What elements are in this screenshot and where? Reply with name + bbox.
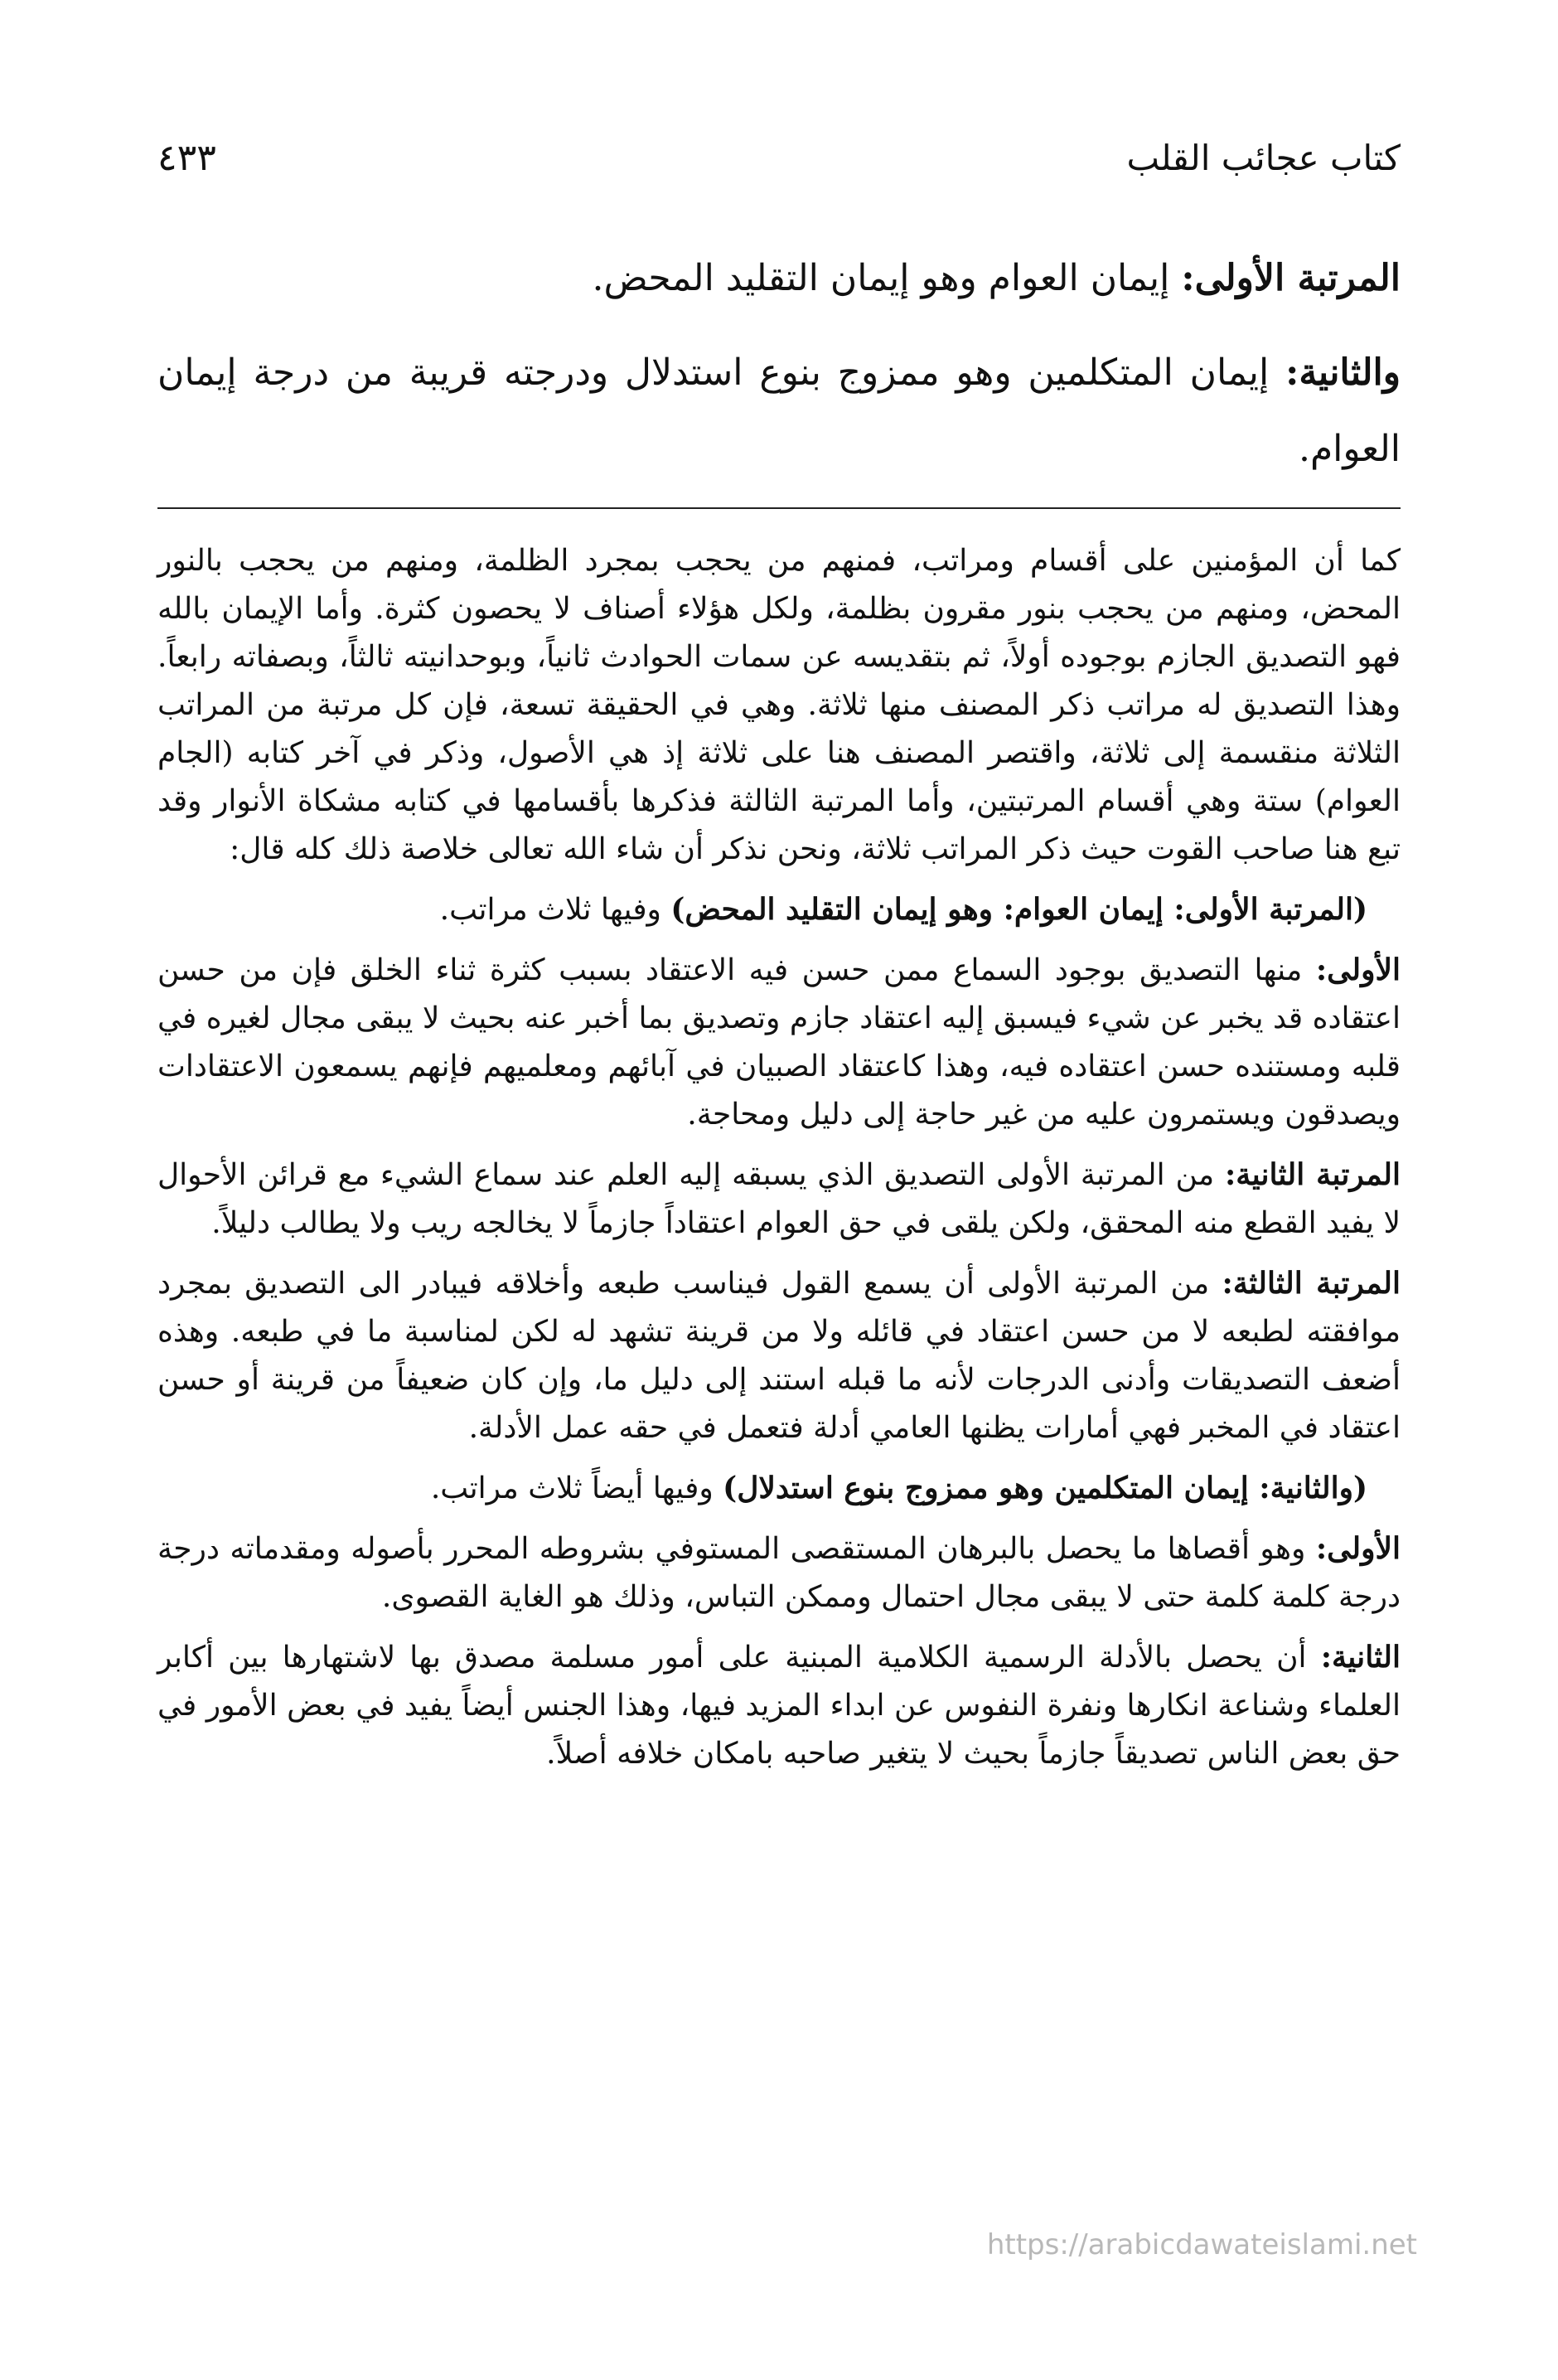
second-rank-text: إيمان المتكلمين وهو ممزوج بنوع استدلال ودرجته قريبة من درجة إيمان العوام.: [157, 351, 1401, 470]
s1-third-label: المرتبة الثالثة:: [1222, 1266, 1401, 1301]
s1-second-label: المرتبة الثانية:: [1224, 1157, 1401, 1192]
section-heading-2: [157, 1464, 1401, 1513]
s1-first-text: منها التصديق بوجود السماع ممن حسن فيه الاعتقاد بسبب كثرة ثناء الخلق فإن من حسن اعتقاده قد يخبر عن شيء فيسبق إليه اعتقاد جازم وتصديق بما أخبر عنه بحيث لا يبقى مجال لغيره في قلبه ومستنده حسن اعتقاده فيه، وهذا كاعتقاد الصبيان في آبائهم ومعلميهم فإنهم يسمعون الاعتقادات ويصدقون ويستمرون عليه من غير حاجة إلى دليل ومحاجة.: [157, 953, 1401, 1132]
section-heading-1-title: (المرتبة الأولى: إيمان العوام: وهو إيمان التقليد المحض): [670, 892, 1367, 927]
s1-first-paragraph: [157, 946, 1401, 1139]
footnote-divider: [157, 507, 1401, 509]
running-title: كتاب عجائب القلب: [1126, 137, 1401, 178]
paragraph-first-rank: [157, 240, 1401, 317]
s1-first-label: الأولى:: [1315, 952, 1401, 987]
page-header: [157, 124, 1401, 191]
s1-third-paragraph: [157, 1259, 1401, 1452]
second-rank-label: والثانية:: [1285, 351, 1401, 394]
s2-first-label: الأولى:: [1315, 1531, 1401, 1566]
section-heading-2-tail: وفيها أيضاً ثلاث مراتب.: [430, 1471, 723, 1505]
paragraph-second-rank: [157, 335, 1401, 487]
s2-second-paragraph: [157, 1633, 1401, 1778]
first-rank-label: المرتبة الأولى:: [1181, 257, 1401, 299]
main-text: [157, 240, 1401, 506]
source-watermark: https://arabicdawateislami.net: [986, 2228, 1417, 2261]
s1-second-paragraph: [157, 1151, 1401, 1248]
s2-second-label: الثانية:: [1320, 1640, 1401, 1675]
commentary: [157, 537, 1401, 1790]
first-rank-text: إيمان العوام وهو إيمان التقليد المحض.: [592, 257, 1182, 299]
page-number: ٤٣٣: [157, 136, 216, 179]
section-heading-1-tail: وفيها ثلاث مراتب.: [439, 893, 671, 927]
s2-first-text: وهو أقصاها ما يحصل بالبرهان المستقصى المستوفي بشروطه المحرر بأصوله ومقدماته درجة درجة كلمة كلمة حتى لا يبقى مجال احتمال وممكن التباس، وذلك هو الغاية القصوى.: [157, 1532, 1401, 1614]
s1-second-text: من المرتبة الأولى التصديق الذي يسبقه إليه العلم عند سماع الشيء مع قرائن الأحوال لا يفيد القطع منه المحقق، ولكن يلقى في حق العوام اعتقاداً جازماً لا يخالجه ريب ولا يطالب دليلاً.: [157, 1158, 1401, 1240]
commentary-intro: كما أن المؤمنين على أقسام ومراتب، فمنهم من يحجب بمجرد الظلمة، ومنهم من يحجب بالنور المحض، ومنهم من يحجب بنور مقرون بظلمة، ولكل هؤلاء أصناف لا يحصون كثرة. وأما الإيمان بالله فهو التصديق الجازم بوجوده أولاً، ثم بتقديسه عن سمات الحوادث ثانياً، وبوحدانيته ثالثاً، وبصفاته رابعاً. وهذا التصديق له مراتب ذكر المصنف منها ثلاثة. وهي في الحقيقة تسعة، فإن كل مرتبة من المراتب الثلاثة منقسمة إلى ثلاثة، واقتصر المصنف هنا على ثلاثة إذ هي الأصول، وذكر في آخر كتابه (الجام العوام) ستة وهي أقسام المرتبتين، وأما المرتبة الثالثة فذكرها بأقسامها في كتابه مشكاة الأنوار وقد تبع هنا صاحب القوت حيث ذكر المراتب ثلاثة، ونحن نذكر أن شاء الله تعالى خلاصة ذلك كله قال:: [157, 544, 1401, 866]
s1-third-text: من المرتبة الأولى أن يسمع القول فيناسب طبعه وأخلاقه فيبادر الى التصديق بمجرد موافقته لطبعه لا من حسن اعتقاد في قائله ولا من قرينة تشهد له لكن لمناسبة ما في طبعه. وهذه أضعف التصديقات وأدنى الدرجات لأنه ما قبله استند إلى دليل ما، وإن كان ضعيفاً من قرينة أو حسن اعتقاد في المخبر فهي أمارات يظنها العامي أدلة فتعمل في حقه عمل الأدلة.: [157, 1267, 1401, 1445]
section-heading-2-title: (والثانية: إيمان المتكلمين وهو ممزوج بنوع استدلال): [723, 1471, 1367, 1505]
s2-first-paragraph: [157, 1524, 1401, 1621]
s2-second-text: أن يحصل بالأدلة الرسمية الكلامية المبنية على أمور مسلمة مصدق بها لاشتهارها بين أكابر العلماء وشناعة انكارها ونفرة النفوس عن ابداء المزيد فيها، وهذا الجنس أيضاً يفيد في بعض الأمور في حق بعض الناس تصديقاً جازماً بحيث لا يتغير صاحبه بامكان خلافه أصلاً.: [157, 1641, 1401, 1771]
section-heading-1: [157, 885, 1401, 934]
